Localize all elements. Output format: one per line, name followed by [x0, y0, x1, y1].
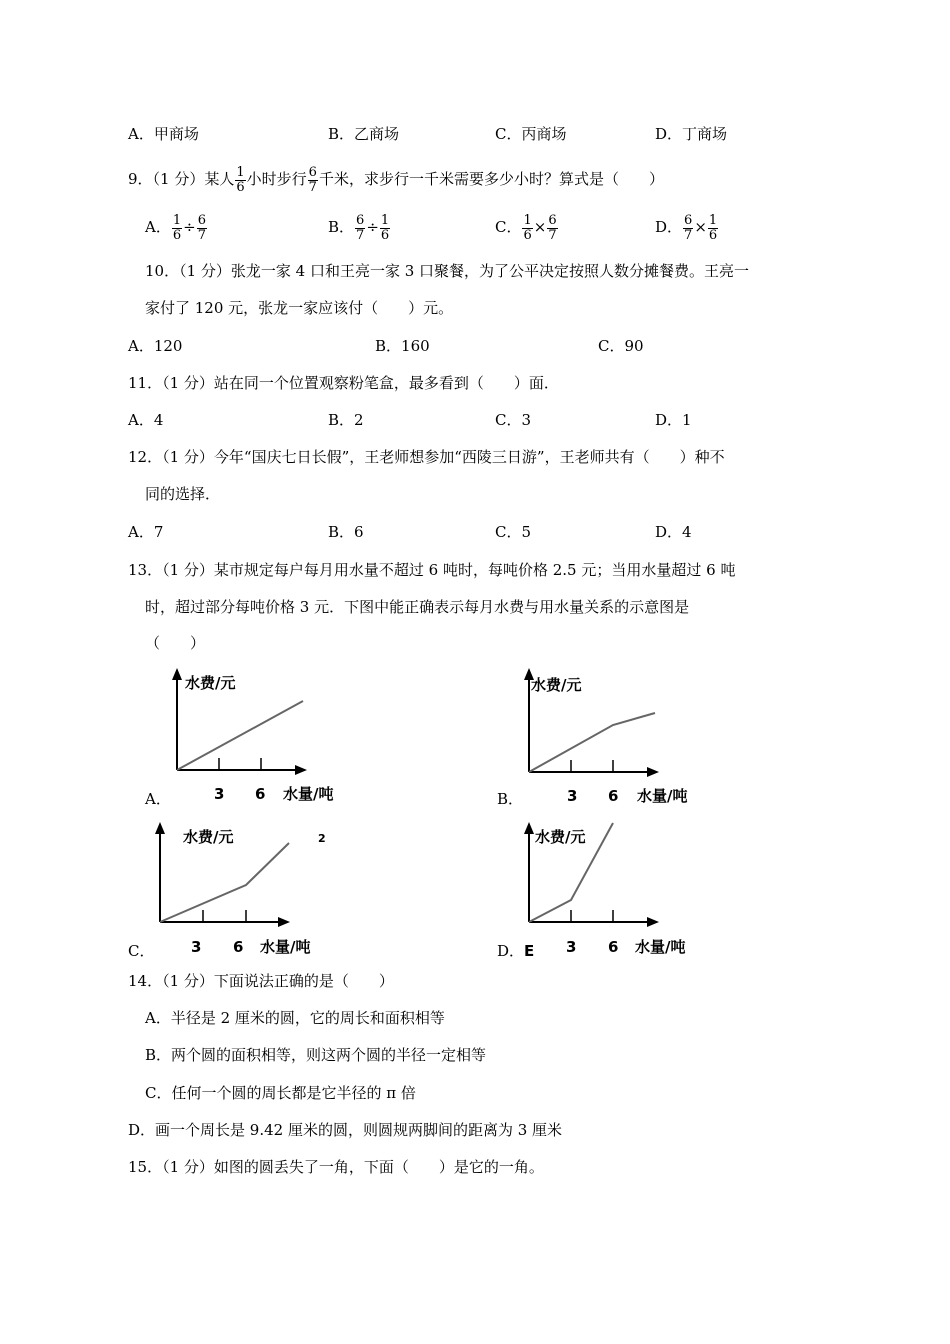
q8-option-c[interactable]: C．丙商场 — [495, 125, 567, 143]
q14-option-a[interactable]: A．半径是 2 厘米的圆，它的周长和面积相等 — [145, 1009, 445, 1027]
chart-c-svg — [128, 810, 328, 960]
q12-option-a[interactable]: A．7 — [128, 523, 164, 541]
x-tick-label-3: 3 — [567, 787, 578, 805]
y-axis-arrow — [155, 822, 165, 834]
x-axis-label: 水量/吨 — [260, 938, 311, 956]
q12-question-line2: 同的选择． — [145, 485, 221, 503]
x-tick-label-6: 6 — [608, 787, 619, 805]
q10-option-a[interactable]: A．120 — [128, 337, 183, 355]
q13-option-d-label[interactable]: D．E — [497, 942, 535, 960]
q11-option-c[interactable]: C．3 — [495, 411, 532, 429]
x-tick-label-6: 6 — [608, 938, 619, 956]
q15-question: 15．（1 分）如图的圆丢失了一角，下面（ ）是它的一角。 — [128, 1158, 544, 1176]
q14-option-c[interactable]: C．任何一个圆的周长都是它半径的 π 倍 — [145, 1084, 416, 1102]
q9-option-d[interactable]: D． $\frac{6}{7}$ × $\frac{1}{6}$ — [655, 212, 718, 243]
q9-option-a[interactable]: A． $\frac{1}{6}$ ÷ $\frac{6}{7}$ — [145, 212, 206, 243]
q13-option-c-label[interactable]: C． — [128, 942, 155, 960]
q9-option-b[interactable]: B． $\frac{6}{7}$ ÷ $\frac{1}{6}$ — [328, 212, 390, 243]
x-axis-label: 水量/吨 — [637, 787, 688, 805]
q12-question-line1: 12．（1 分）今年“国庆七日长假”，王老师想参加“西陵三日游”，王老师共有（ ）种不 — [128, 448, 725, 466]
q11-option-a[interactable]: A．4 — [128, 411, 164, 429]
q9-fraction-time: $\frac{1}{6}$ — [236, 164, 245, 195]
series-line — [160, 843, 289, 922]
q13-chart-b[interactable] — [497, 660, 697, 810]
chart-b-svg — [497, 660, 697, 810]
q13-option-a-label[interactable]: A． — [145, 790, 171, 808]
q8-option-a[interactable]: A．甲商场 — [128, 125, 199, 143]
q11-question: 11．（1 分）站在同一个位置观察粉笔盒，最多看到（ ）面． — [128, 374, 559, 392]
q10-option-b[interactable]: B．160 — [375, 337, 430, 355]
x-tick-label-6: 6 — [233, 938, 244, 956]
q11-option-b[interactable]: B．2 — [328, 411, 364, 429]
q11-option-d[interactable]: D．1 — [655, 411, 692, 429]
y-axis-label: 水费/元 — [185, 674, 236, 692]
y-axis-label: 水费/元 — [531, 676, 582, 694]
x-tick-label-6: 6 — [255, 785, 266, 803]
q13-question-line1: 13．（1 分）某市规定每户每月用水量不超过 6 吨时，每吨价格 2.5 元；当用水量超过 6 吨 — [128, 561, 736, 579]
series-line — [529, 713, 655, 772]
q10-question-line2: 家付了 120 元，张龙一家应该付（ ）元。 — [145, 299, 454, 317]
stray-mark: 2 — [318, 832, 326, 845]
q8-option-d[interactable]: D．丁商场 — [655, 125, 728, 143]
chart-a-svg — [145, 660, 345, 810]
q13-chart-c[interactable] — [128, 810, 328, 960]
q9-mid: 小时步行 — [246, 170, 307, 188]
q9-option-c[interactable]: C． $\frac{1}{6}$ × $\frac{6}{7}$ — [495, 212, 557, 243]
x-axis-arrow — [647, 767, 659, 777]
x-tick-label-3: 3 — [214, 785, 225, 803]
q13-question-line3: （ ） — [145, 634, 206, 652]
q9-prefix: 9．（1 分）某人 — [128, 170, 235, 188]
q13-chart-d[interactable] — [497, 810, 697, 960]
q12-option-d[interactable]: D．4 — [655, 523, 692, 541]
q10-question-line1: 10．（1 分）张龙一家 4 口和王亮一家 3 口聚餐，为了公平决定按照人数分摊餐费。王亮一 — [145, 262, 750, 280]
q14-option-d[interactable]: D．画一个周长是 9.42 厘米的圆，则圆规两脚间的距离为 3 厘米 — [128, 1121, 563, 1139]
x-axis-label: 水量/吨 — [283, 785, 334, 803]
y-axis-arrow — [524, 822, 534, 834]
x-axis-label: 水量/吨 — [635, 938, 686, 956]
y-axis-label: 水费/元 — [535, 828, 586, 846]
q9-fraction-distance: $\frac{6}{7}$ — [308, 164, 317, 195]
q13-chart-a[interactable] — [145, 660, 345, 810]
q13-option-b-label[interactable]: B． — [497, 790, 524, 808]
series-line — [177, 701, 303, 770]
x-tick-label-3: 3 — [191, 938, 202, 956]
y-axis-label: 水费/元 — [183, 828, 234, 846]
q9-question — [128, 162, 664, 196]
q8-option-b[interactable]: B．乙商场 — [328, 125, 400, 143]
x-axis-arrow — [647, 917, 659, 927]
y-axis-arrow — [172, 668, 182, 680]
stray-mark-d: E — [524, 942, 535, 960]
x-axis-arrow — [295, 765, 307, 775]
chart-d-svg — [497, 810, 697, 960]
q10-option-c[interactable]: C．90 — [598, 337, 644, 355]
q9-suffix: 千米，求步行一千米需要多少小时？算式是（ ） — [318, 170, 664, 188]
x-axis-arrow — [278, 917, 290, 927]
q13-question-line2: 时，超过部分每吨价格 3 元．下图中能正确表示每月水费与用水量关系的示意图是 — [145, 598, 690, 616]
q14-option-b[interactable]: B．两个圆的面积相等，则这两个圆的半径一定相等 — [145, 1046, 487, 1064]
q12-option-b[interactable]: B．6 — [328, 523, 364, 541]
x-tick-label-3: 3 — [566, 938, 577, 956]
q12-option-c[interactable]: C．5 — [495, 523, 532, 541]
q14-question: 14．（1 分）下面说法正确的是（ ） — [128, 972, 394, 990]
